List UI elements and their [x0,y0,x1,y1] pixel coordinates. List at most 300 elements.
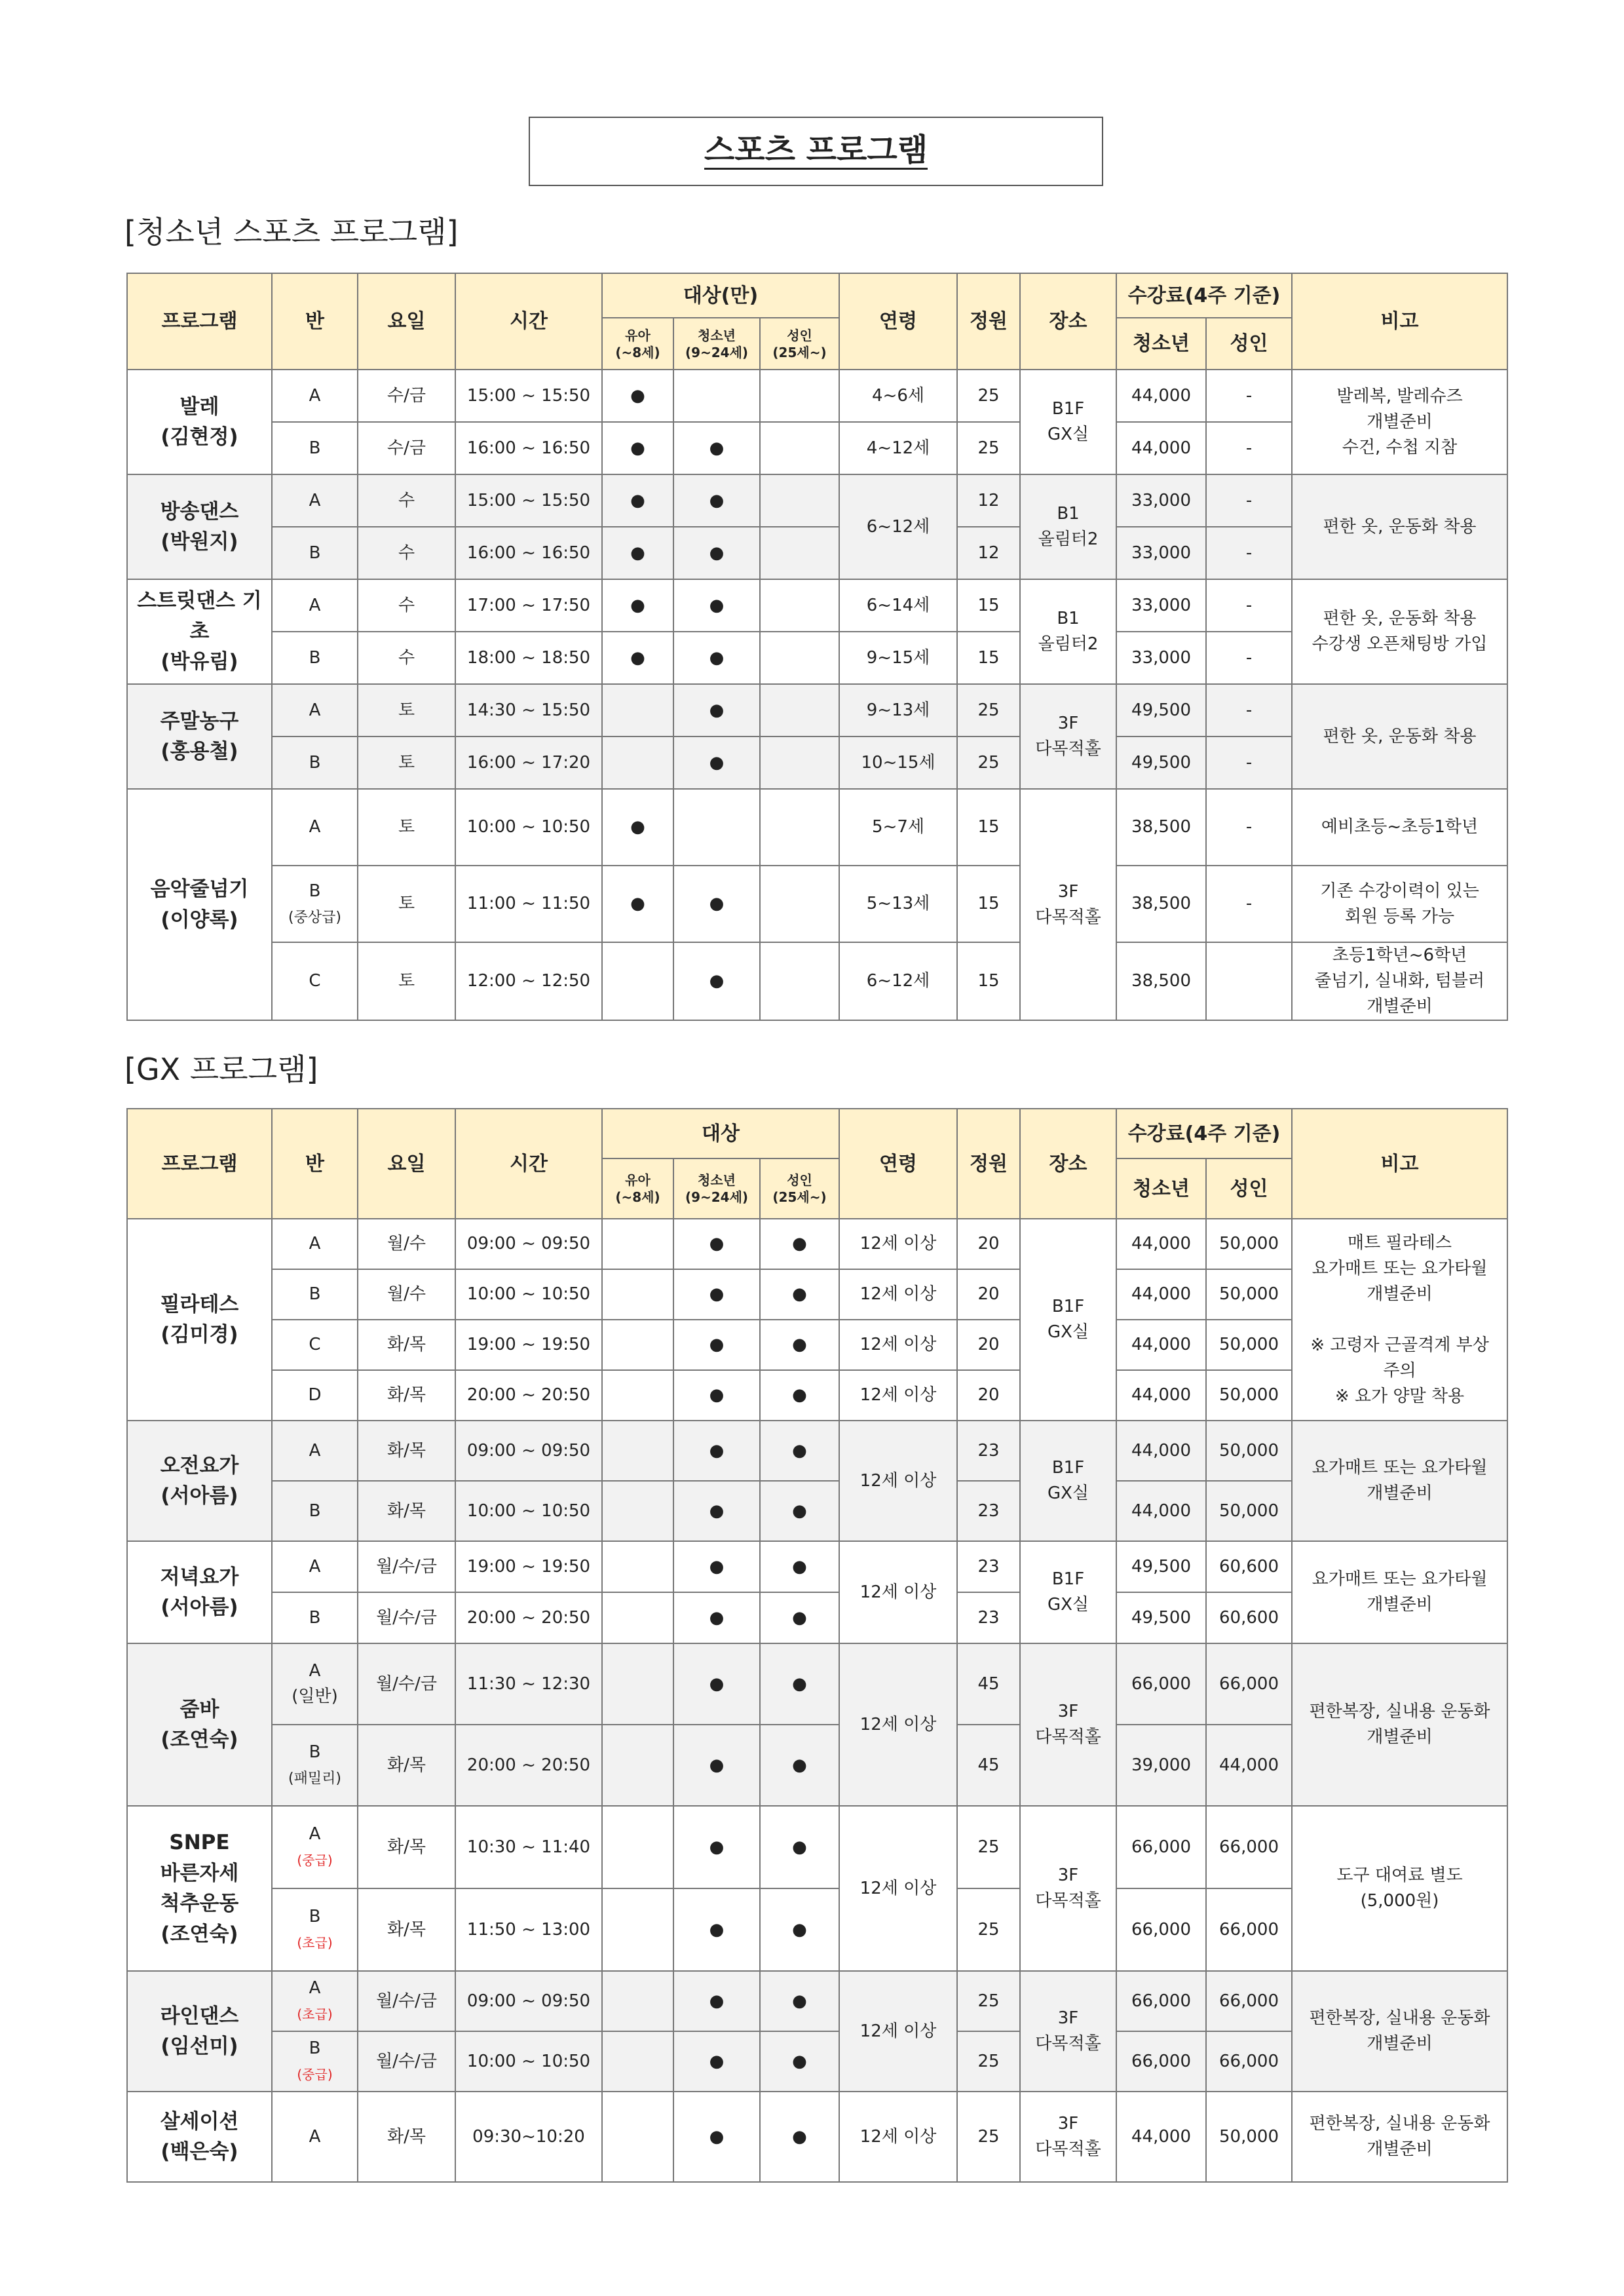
adult-cell: ● [760,1643,839,1725]
gx-program-table [126,1108,1508,2183]
class-cell: B (초급) [272,1888,358,1971]
time-cell: 11:00 ~ 11:50 [455,866,602,942]
place-cell: 3F 다목적홀 [1020,1806,1116,1971]
day-cell: 토 [358,866,455,942]
class-cell: D [272,1370,358,1421]
fee-adult-cell: - [1206,474,1292,527]
age-cell: 10~15세 [839,737,957,789]
fee-youth-cell: 44,000 [1116,1320,1206,1370]
header-target: 대상(만) [602,273,839,318]
capacity-cell: 20 [957,1320,1020,1370]
age-cell: 6~12세 [839,474,957,579]
day-cell: 화/목 [358,1888,455,1971]
table-row [127,1541,1507,1592]
fee-adult-cell: - [1206,527,1292,579]
table-row [127,2092,1507,2182]
header-note: 비고 [1292,273,1507,370]
infant-cell [602,2031,673,2092]
note-cell: 예비초등~초등1학년 [1292,789,1507,866]
table-row [127,789,1507,866]
infant-cell [602,1643,673,1725]
day-cell: 화/목 [358,1370,455,1421]
fee-adult-cell: 50,000 [1206,1481,1292,1541]
youth-cell: ● [673,1219,760,1269]
header-note: 비고 [1292,1109,1507,1219]
capacity-cell: 25 [957,1971,1020,2031]
fee-adult-cell: 66,000 [1206,1888,1292,1971]
header-place: 장소 [1020,273,1116,370]
note-cell: 편한 옷, 운동화 착용 [1292,684,1507,789]
header-program: 프로그램 [127,273,272,370]
capacity-cell: 25 [957,1806,1020,1888]
header-infant: 유아 (~8세) [602,318,673,370]
class-cell: B [272,1269,358,1320]
fee-youth-cell: 44,000 [1116,1421,1206,1481]
header-fee-youth: 청소년 [1116,318,1206,370]
fee-youth-cell: 44,000 [1116,1269,1206,1320]
day-cell: 수/금 [358,422,455,474]
place-cell: 3F 다목적홀 [1020,2092,1116,2182]
header-youth: 청소년 (9~24세) [673,318,760,370]
adult-cell: ● [760,1888,839,1971]
age-cell: 9~15세 [839,632,957,684]
day-cell: 화/목 [358,1421,455,1481]
time-cell: 10:00 ~ 10:50 [455,2031,602,2092]
adult-cell [760,632,839,684]
capacity-cell: 15 [957,789,1020,866]
class-cell: B [272,1592,358,1643]
infant-cell [602,2092,673,2182]
adult-cell [760,942,839,1020]
capacity-cell: 23 [957,1541,1020,1592]
fee-youth-cell: 66,000 [1116,1643,1206,1725]
table-row [127,684,1507,737]
time-cell: 12:00 ~ 12:50 [455,942,602,1020]
class-cell: B [272,527,358,579]
table-row [127,1421,1507,1481]
header-day: 요일 [358,273,455,370]
adult-cell: ● [760,2031,839,2092]
note-cell: 발레복, 발레슈즈 개별준비 수건, 수첩 지참 [1292,370,1507,474]
adult-cell: ● [760,1806,839,1888]
fee-youth-cell: 33,000 [1116,527,1206,579]
table-row [127,579,1507,632]
infant-cell [602,1541,673,1592]
time-cell: 16:00 ~ 17:20 [455,737,602,789]
program-name: 라인댄스 (임선미) [127,1971,272,2092]
infant-cell: ● [602,422,673,474]
note-cell: 초등1학년~6학년 줄넘기, 실내화, 텀블러 개별준비 [1292,942,1507,1020]
infant-cell [602,737,673,789]
day-cell: 수 [358,632,455,684]
adult-cell [760,422,839,474]
program-name: 저녁요가 (서아름) [127,1541,272,1643]
table-row [127,1643,1507,1725]
note-cell: 편한복장, 실내용 운동화 개별준비 [1292,2092,1507,2182]
capacity-cell: 23 [957,1481,1020,1541]
adult-cell: ● [760,1320,839,1370]
time-cell: 11:30 ~ 12:30 [455,1643,602,1725]
youth-cell: ● [673,942,760,1020]
age-cell: 12세 이상 [839,1320,957,1370]
header-infant: 유아 (~8세) [602,1158,673,1219]
header-capacity: 정원 [957,1109,1020,1219]
header-target: 대상 [602,1109,839,1158]
adult-cell [760,737,839,789]
time-cell: 10:00 ~ 10:50 [455,789,602,866]
time-cell: 11:50 ~ 13:00 [455,1888,602,1971]
note-cell: 요가매트 또는 요가타월 개별준비 [1292,1421,1507,1541]
class-cell: B (중상급) [272,866,358,942]
fee-adult-cell: 50,000 [1206,1370,1292,1421]
place-cell: B1F GX실 [1020,1421,1116,1541]
header-class: 반 [272,1109,358,1219]
program-name: 주말농구 (홍용철) [127,684,272,789]
time-cell: 14:30 ~ 15:50 [455,684,602,737]
class-cell: A (초급) [272,1971,358,2031]
class-cell: A (중급) [272,1806,358,1888]
fee-youth-cell: 39,000 [1116,1725,1206,1806]
table-row [127,474,1507,527]
note-cell: 편한복장, 실내용 운동화 개별준비 [1292,1643,1507,1806]
infant-cell: ● [602,632,673,684]
age-cell: 12세 이상 [839,2092,957,2182]
day-cell: 토 [358,737,455,789]
fee-youth-cell: 66,000 [1116,1806,1206,1888]
day-cell: 화/목 [358,1481,455,1541]
header-capacity: 정원 [957,273,1020,370]
age-cell: 4~6세 [839,370,957,422]
age-cell: 12세 이상 [839,1269,957,1320]
time-cell: 20:00 ~ 20:50 [455,1370,602,1421]
place-cell: B1F GX실 [1020,370,1116,474]
time-cell: 16:00 ~ 16:50 [455,422,602,474]
program-name: 줌바 (조연숙) [127,1643,272,1806]
fee-adult-cell: - [1206,370,1292,422]
youth-cell: ● [673,2092,760,2182]
header-class: 반 [272,273,358,370]
youth-cell: ● [673,866,760,942]
age-cell: 4~12세 [839,422,957,474]
day-cell: 월/수/금 [358,2031,455,2092]
gx-section-title: [GX 프로그램] [124,1052,318,1087]
day-cell: 토 [358,789,455,866]
youth-cell: ● [673,579,760,632]
infant-cell [602,1725,673,1806]
infant-cell [602,1370,673,1421]
header-place: 장소 [1020,1109,1116,1219]
program-name: 필라테스 (김미경) [127,1219,272,1421]
class-cell: B [272,1481,358,1541]
day-cell: 화/목 [358,2092,455,2182]
youth-cell: ● [673,1725,760,1806]
table-row [127,1971,1507,2031]
fee-adult-cell: 50,000 [1206,1421,1292,1481]
class-cell: A [272,1219,358,1269]
header-time: 시간 [455,273,602,370]
fee-adult-cell: - [1206,789,1292,866]
capacity-cell: 25 [957,2031,1020,2092]
capacity-cell: 25 [957,1888,1020,1971]
age-cell: 12세 이상 [839,1219,957,1269]
fee-youth-cell: 49,500 [1116,684,1206,737]
program-name: 오전요가 (서아름) [127,1421,272,1541]
class-cell: C [272,942,358,1020]
capacity-cell: 20 [957,1370,1020,1421]
youth-program-table [126,273,1508,1021]
time-cell: 16:00 ~ 16:50 [455,527,602,579]
day-cell: 월/수/금 [358,1541,455,1592]
fee-adult-cell: - [1206,866,1292,942]
time-cell: 10:00 ~ 10:50 [455,1481,602,1541]
infant-cell [602,1592,673,1643]
header-fee-youth: 청소년 [1116,1158,1206,1219]
capacity-cell: 20 [957,1269,1020,1320]
infant-cell [602,684,673,737]
time-cell: 15:00 ~ 15:50 [455,474,602,527]
age-cell: 12세 이상 [839,1806,957,1971]
header-program: 프로그램 [127,1109,272,1219]
youth-cell: ● [673,1541,760,1592]
adult-cell: ● [760,1541,839,1592]
infant-cell: ● [602,866,673,942]
adult-cell [760,474,839,527]
fee-adult-cell: - [1206,579,1292,632]
header-age: 연령 [839,273,957,370]
day-cell: 수 [358,527,455,579]
adult-cell: ● [760,1269,839,1320]
adult-cell: ● [760,1592,839,1643]
fee-youth-cell: 49,500 [1116,1592,1206,1643]
adult-cell: ● [760,1725,839,1806]
adult-cell [760,370,839,422]
age-cell: 12세 이상 [839,1541,957,1643]
day-cell: 월/수 [358,1219,455,1269]
age-cell: 12세 이상 [839,1421,957,1541]
time-cell: 10:00 ~ 10:50 [455,1269,602,1320]
infant-cell: ● [602,474,673,527]
class-cell: A [272,474,358,527]
day-cell: 토 [358,684,455,737]
class-cell: A [272,1421,358,1481]
class-cell: A [272,370,358,422]
fee-adult-cell: - [1206,422,1292,474]
adult-cell: ● [760,1219,839,1269]
fee-youth-cell: 44,000 [1116,1219,1206,1269]
infant-cell: ● [602,527,673,579]
fee-youth-cell: 33,000 [1116,579,1206,632]
fee-adult-cell: - [1206,632,1292,684]
fee-adult-cell: 66,000 [1206,1643,1292,1725]
fee-youth-cell: 38,500 [1116,942,1206,1020]
infant-cell [602,1421,673,1481]
infant-cell [602,1806,673,1888]
fee-youth-cell: 49,500 [1116,737,1206,789]
time-cell: 09:30~10:20 [455,2092,602,2182]
infant-cell [602,1971,673,2031]
fee-youth-cell: 38,500 [1116,866,1206,942]
place-cell: 3F 다목적홀 [1020,1643,1116,1806]
capacity-cell: 25 [957,684,1020,737]
time-cell: 10:30 ~ 11:40 [455,1806,602,1888]
age-cell: 5~13세 [839,866,957,942]
youth-cell: ● [673,1643,760,1725]
fee-youth-cell: 38,500 [1116,789,1206,866]
capacity-cell: 15 [957,866,1020,942]
place-cell: B1F GX실 [1020,1219,1116,1421]
header-day: 요일 [358,1109,455,1219]
page-title: 스포츠 프로그램 [529,117,1103,186]
class-cell: B (패밀리) [272,1725,358,1806]
capacity-cell: 15 [957,632,1020,684]
infant-cell [602,1320,673,1370]
day-cell: 수 [358,474,455,527]
note-cell: 편한복장, 실내용 운동화 개별준비 [1292,1971,1507,2092]
youth-cell: ● [673,1370,760,1421]
time-cell: 18:00 ~ 18:50 [455,632,602,684]
time-cell: 20:00 ~ 20:50 [455,1725,602,1806]
class-cell: B [272,422,358,474]
note-cell: 매트 필라테스 요가매트 또는 요가타월 개별준비 ※ 고령자 근골격계 부상 주의 ※ 요가 양말 착용 [1292,1219,1507,1421]
class-cell: A [272,684,358,737]
youth-cell: ● [673,2031,760,2092]
table-row [127,866,1507,942]
class-cell: A [272,1541,358,1592]
youth-cell: ● [673,632,760,684]
time-cell: 19:00 ~ 19:50 [455,1541,602,1592]
fee-youth-cell: 44,000 [1116,1481,1206,1541]
day-cell: 월/수/금 [358,1971,455,2031]
program-name: 음악줄넘기 (이양록) [127,789,272,1020]
youth-cell: ● [673,1592,760,1643]
time-cell: 20:00 ~ 20:50 [455,1592,602,1643]
fee-adult-cell: 60,600 [1206,1541,1292,1592]
youth-cell: ● [673,1971,760,2031]
infant-cell: ● [602,370,673,422]
table-row [127,1806,1507,1888]
class-cell: C [272,1320,358,1370]
day-cell: 월/수/금 [358,1643,455,1725]
class-cell: A [272,2092,358,2182]
day-cell: 월/수 [358,1269,455,1320]
program-name: SNPE 바른자세 척추운동 (조연숙) [127,1806,272,1971]
time-cell: 09:00 ~ 09:50 [455,1971,602,2031]
capacity-cell: 23 [957,1592,1020,1643]
fee-adult-cell: - [1206,684,1292,737]
fee-youth-cell: 44,000 [1116,422,1206,474]
fee-youth-cell: 44,000 [1116,2092,1206,2182]
class-cell: A [272,579,358,632]
infant-cell: ● [602,579,673,632]
adult-cell: ● [760,1481,839,1541]
capacity-cell: 25 [957,737,1020,789]
program-name: 방송댄스 (박원지) [127,474,272,579]
capacity-cell: 15 [957,942,1020,1020]
youth-cell: ● [673,1888,760,1971]
youth-cell: ● [673,1481,760,1541]
capacity-cell: 23 [957,1421,1020,1481]
adult-cell [760,789,839,866]
youth-cell: ● [673,527,760,579]
infant-cell [602,1888,673,1971]
age-cell: 12세 이상 [839,1370,957,1421]
adult-cell: ● [760,2092,839,2182]
table-row [127,370,1507,422]
place-cell: B1 올림터2 [1020,579,1116,684]
fee-adult-cell: - [1206,737,1292,789]
infant-cell [602,1219,673,1269]
adult-cell [760,579,839,632]
capacity-cell: 12 [957,474,1020,527]
age-cell: 6~12세 [839,942,957,1020]
header-time: 시간 [455,1109,602,1219]
youth-cell: ● [673,1806,760,1888]
program-name: 살세이션 (백은숙) [127,2092,272,2182]
header-fee: 수강료(4주 기준) [1116,273,1292,318]
time-cell: 09:00 ~ 09:50 [455,1421,602,1481]
day-cell: 월/수/금 [358,1592,455,1643]
class-cell: B [272,737,358,789]
fee-youth-cell: 33,000 [1116,474,1206,527]
adult-cell [760,866,839,942]
place-cell: 3F 다목적홀 [1020,789,1116,1020]
place-cell: 3F 다목적홀 [1020,1971,1116,2092]
class-cell: B [272,632,358,684]
note-cell: 편한 옷, 운동화 착용 [1292,474,1507,579]
time-cell: 19:00 ~ 19:50 [455,1320,602,1370]
infant-cell [602,1481,673,1541]
fee-adult-cell: 66,000 [1206,1971,1292,2031]
day-cell: 수 [358,579,455,632]
program-name: 스트릿댄스 기초 (박유림) [127,579,272,684]
fee-youth-cell: 44,000 [1116,370,1206,422]
fee-adult-cell: 50,000 [1206,1269,1292,1320]
infant-cell [602,1269,673,1320]
adult-cell: ● [760,1971,839,2031]
youth-cell: ● [673,1269,760,1320]
fee-adult-cell [1206,942,1292,1020]
place-cell: 3F 다목적홀 [1020,684,1116,789]
adult-cell: ● [760,1421,839,1481]
fee-adult-cell: 66,000 [1206,1806,1292,1888]
header-fee: 수강료(4주 기준) [1116,1109,1292,1158]
class-cell: B (중급) [272,2031,358,2092]
capacity-cell: 25 [957,2092,1020,2182]
note-cell: 도구 대여료 별도 (5,000원) [1292,1806,1507,1971]
capacity-cell: 25 [957,370,1020,422]
place-cell: B1F GX실 [1020,1541,1116,1643]
class-cell: A [272,789,358,866]
day-cell: 화/목 [358,1320,455,1370]
youth-cell: ● [673,474,760,527]
youth-cell: ● [673,1421,760,1481]
infant-cell [602,942,673,1020]
header-adult: 성인 (25세~) [760,318,839,370]
note-cell: 편한 옷, 운동화 착용 수강생 오픈채팅방 가입 [1292,579,1507,684]
youth-cell: ● [673,1320,760,1370]
time-cell: 09:00 ~ 09:50 [455,1219,602,1269]
fee-adult-cell: 50,000 [1206,2092,1292,2182]
header-fee-adult: 성인 [1206,1158,1292,1219]
youth-cell: ● [673,422,760,474]
program-name: 발레 (김현정) [127,370,272,474]
time-cell: 17:00 ~ 17:50 [455,579,602,632]
day-cell: 토 [358,942,455,1020]
youth-section-title: [청소년 스포츠 프로그램] [124,214,459,250]
age-cell: 9~13세 [839,684,957,737]
fee-adult-cell: 60,600 [1206,1592,1292,1643]
note-cell: 기존 수강이력이 있는 회원 등록 가능 [1292,866,1507,942]
